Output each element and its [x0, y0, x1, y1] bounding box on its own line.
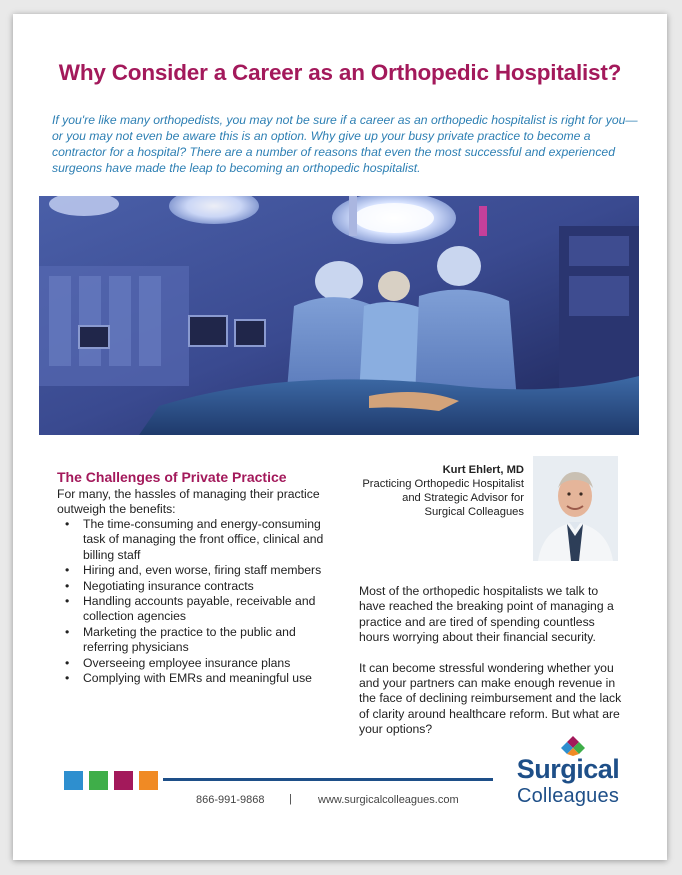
operating-room-photo [39, 196, 639, 435]
author-name: Kurt Ehlert, MD [442, 464, 524, 476]
list-item: • Complying with EMRs and meaningful use [65, 671, 327, 686]
list-item: • Hiring and, even worse, firing staff members [65, 563, 327, 578]
list-item: • Marketing the practice to the public and referring physicians [65, 625, 327, 656]
footer-rule [163, 778, 493, 781]
list-item: • Overseeing employee insurance plans [65, 656, 327, 671]
section-heading: The Challenges of Private Practice [57, 469, 287, 485]
section-lead: For many, the hassles of managing their practice outweigh the benefits: [57, 487, 320, 517]
color-square [64, 771, 83, 790]
author-caption [359, 463, 524, 519]
color-square [89, 771, 108, 790]
page-title: Why Consider a Career as an Orthopedic Hospitalist? [58, 60, 622, 85]
intro-paragraph: If you're like many orthopedists, you may not be sure if a career as an orthopedic hospitalist is right for you—or you may not even be aware this is an option. Why give up your busy private practice to become a contractor for a hospital? There are a number of reasons that even the most successful and experienced surgeons have made the leap to becoming an orthopedic hospitalist. [52, 113, 638, 175]
color-square [114, 771, 133, 790]
list-item: • Handling accounts payable, receivable and collection agencies [65, 594, 327, 625]
footer-phone: 866-991-9868 [196, 794, 265, 806]
list-item: • Negotiating insurance contracts [65, 579, 327, 594]
body-column [359, 584, 627, 753]
author-role-line: and Strategic Advisor for [402, 492, 524, 504]
portrait-photo [533, 456, 618, 561]
author-role-line: Surgical Colleagues [424, 506, 524, 518]
footer-separator: | [289, 793, 292, 805]
list-item: • The time-consuming and energy-consuming task of managing the front office, clinical and billing staff [65, 517, 327, 563]
body-paragraph: It can become stressful wondering whether you and your partners can make enough revenue in the face of declining reimbursement and the lack of clarity around healthcare reform. But what are your options? [359, 660, 622, 737]
footer-url-link[interactable]: www.surgicalcolleagues.com [318, 794, 459, 806]
logo-wordmark-secondary: Colleagues [516, 785, 620, 807]
logo-wordmark-primary: Surgical [516, 754, 620, 784]
author-role-line: Practicing Orthopedic Hospitalist [362, 478, 524, 490]
challenges-list [65, 517, 327, 686]
body-paragraph: Most of the orthopedic hospitalists we talk to have reached the breaking point of managing a practice and are tired of spending countless hours worrying about their financial security. [359, 584, 614, 645]
color-square [139, 771, 158, 790]
document-page [13, 14, 667, 860]
